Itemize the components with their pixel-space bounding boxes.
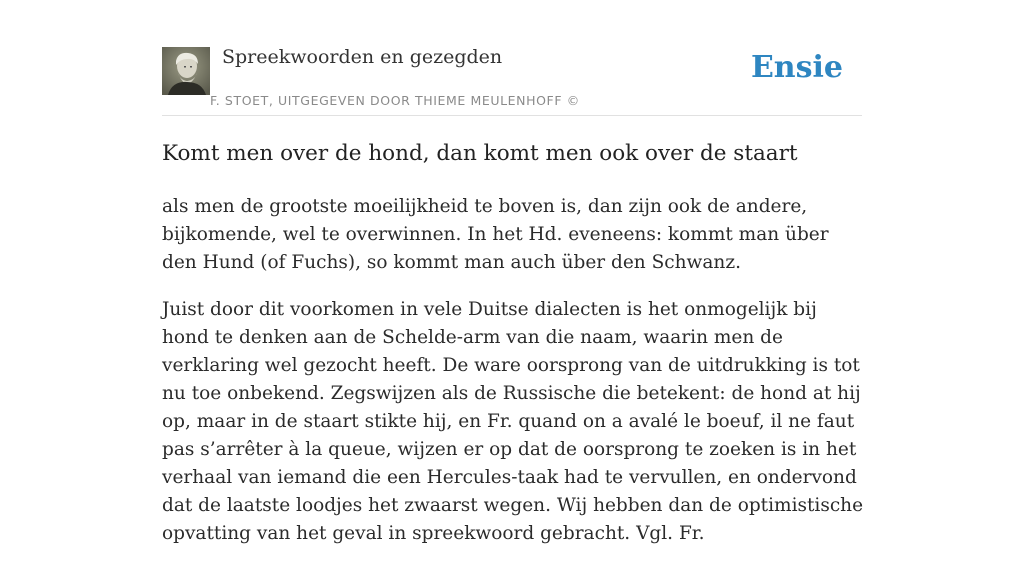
brand-logo[interactable]: Ensie <box>750 50 843 85</box>
entry-body <box>162 193 867 567</box>
source-title[interactable]: Spreekwoorden en gezegden <box>222 46 503 68</box>
entry-paragraph: Juist door dit voorkomen in vele Duitse dialecten is het onmogelijk bij hond te denken aan de Schelde-arm van die naam, waarin men de verklaring wel gezocht heeft. De ware oorsprong van de uitdrukking is tot nu toe onbekend. Zegswijzen als de Russische die betekent: de hond at hij op, maar in de staart stikte hij, en Fr. quand on a avalé le boeuf, il ne faut pas s’arrêter à la queue, wijzen er op dat de oorsprong te zoeken is in het verhaal van iemand die een Hercules-taak had te vervullen, en ondervond dat de laatste loodjes het zwaarst wegen. Wij hebben dan de optimistische opvatting van het geval in spreekwoord gebracht. Vgl. Fr. <box>162 299 864 544</box>
entry-paragraph: als men de grootste moeilijkheid te boven is, dan zijn ook de andere, bijkomende, wel te overwinnen. In het Hd. eveneens: kommt man über den Hund (of Fuchs), so kommt man auch über den Schwanz. <box>162 196 829 273</box>
source-header <box>162 44 862 116</box>
author-avatar <box>162 47 210 95</box>
author-portrait-image <box>162 47 210 95</box>
source-credit: F. STOET, UITGEGEVEN DOOR THIEME MEULENHOFF © <box>210 93 580 108</box>
entry-title: Komt men over de hond, dan komt men ook over de staart <box>162 141 798 166</box>
